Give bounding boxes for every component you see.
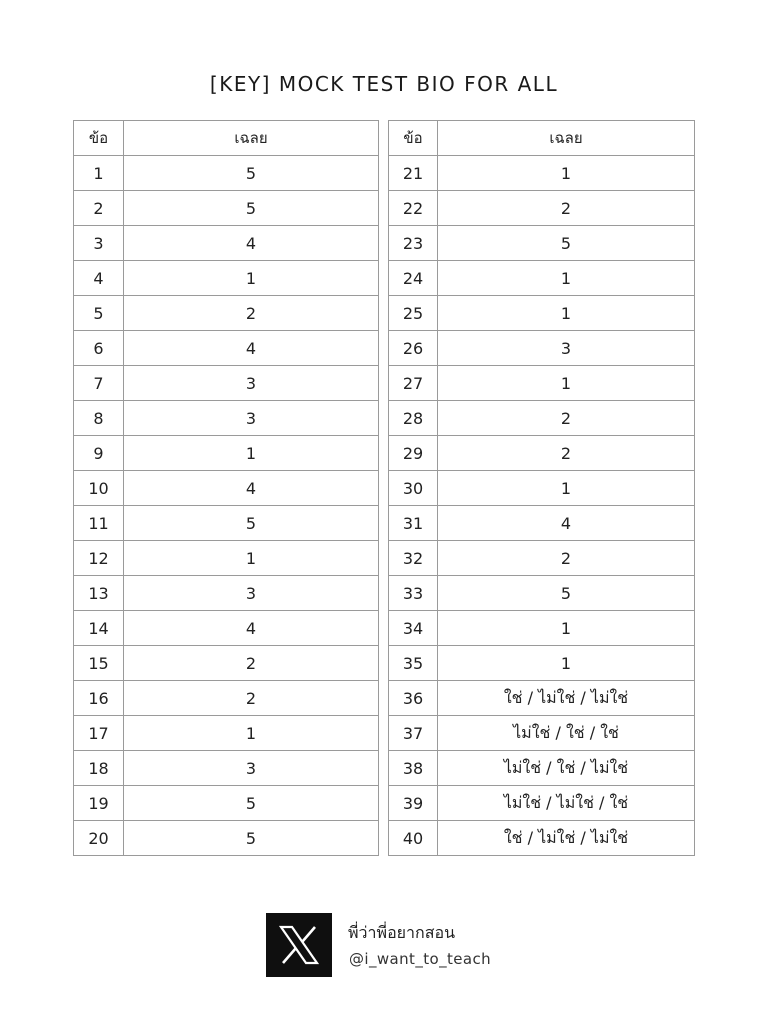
question-number-cell: 17 <box>74 716 124 751</box>
question-number-cell: 5 <box>74 296 124 331</box>
table-header-row <box>389 121 695 156</box>
table-row <box>389 401 695 436</box>
answer-cell: 5 <box>124 821 379 856</box>
question-number-cell: 22 <box>389 191 438 226</box>
table-row <box>389 156 695 191</box>
table-row <box>74 226 379 261</box>
question-number-cell: 14 <box>74 611 124 646</box>
table-row <box>389 646 695 681</box>
answer-cell: 5 <box>124 191 379 226</box>
table-row <box>389 506 695 541</box>
answer-cell: 5 <box>124 156 379 191</box>
answer-cell: 1 <box>438 471 695 506</box>
table-row <box>389 331 695 366</box>
question-number-cell: 29 <box>389 436 438 471</box>
answer-cell: ใช่ / ไม่ใช่ / ไม่ใช่ <box>438 681 695 716</box>
answer-cell: 4 <box>124 331 379 366</box>
answer-cell: 3 <box>124 576 379 611</box>
answer-cell: 4 <box>124 471 379 506</box>
question-number-cell: 7 <box>74 366 124 401</box>
question-number-cell: 33 <box>389 576 438 611</box>
question-number-cell: 9 <box>74 436 124 471</box>
table-row <box>74 506 379 541</box>
header-question-number: ข้อ <box>389 121 438 156</box>
answer-cell: 5 <box>124 786 379 821</box>
answer-cell: ใช่ / ไม่ใช่ / ไม่ใช่ <box>438 821 695 856</box>
question-number-cell: 15 <box>74 646 124 681</box>
question-number-cell: 25 <box>389 296 438 331</box>
question-number-cell: 12 <box>74 541 124 576</box>
answer-cell: 1 <box>438 646 695 681</box>
table-row <box>389 436 695 471</box>
question-number-cell: 16 <box>74 681 124 716</box>
table-row <box>74 471 379 506</box>
table-row <box>389 541 695 576</box>
answer-cell: ไม่ใช่ / ใช่ / ไม่ใช่ <box>438 751 695 786</box>
table-row <box>389 366 695 401</box>
question-number-cell: 37 <box>389 716 438 751</box>
answer-cell: 1 <box>124 716 379 751</box>
table-row <box>74 821 379 856</box>
question-number-cell: 18 <box>74 751 124 786</box>
answer-key-table-right <box>388 120 695 856</box>
table-row <box>389 786 695 821</box>
question-number-cell: 1 <box>74 156 124 191</box>
table-row <box>74 366 379 401</box>
table-row <box>389 296 695 331</box>
question-number-cell: 6 <box>74 331 124 366</box>
account-name: พี่ว่าพี่อยากสอน <box>348 923 456 942</box>
answer-cell: 4 <box>438 506 695 541</box>
answer-cell: 2 <box>438 436 695 471</box>
question-number-cell: 24 <box>389 261 438 296</box>
account-handle: @i_want_to_teach <box>349 950 492 968</box>
answer-cell: 2 <box>124 296 379 331</box>
answer-cell: 1 <box>438 261 695 296</box>
answer-cell: 5 <box>124 506 379 541</box>
table-row <box>389 751 695 786</box>
table-row <box>389 471 695 506</box>
answer-cell: 1 <box>124 436 379 471</box>
header-question-number: ข้อ <box>74 121 124 156</box>
question-number-cell: 13 <box>74 576 124 611</box>
answer-cell: 3 <box>124 366 379 401</box>
question-number-cell: 20 <box>74 821 124 856</box>
table-row <box>389 226 695 261</box>
answer-cell: 1 <box>438 296 695 331</box>
question-number-cell: 2 <box>74 191 124 226</box>
question-number-cell: 35 <box>389 646 438 681</box>
table-row <box>74 716 379 751</box>
question-number-cell: 19 <box>74 786 124 821</box>
question-number-cell: 31 <box>389 506 438 541</box>
answer-cell: 2 <box>438 541 695 576</box>
question-number-cell: 11 <box>74 506 124 541</box>
answer-cell: 1 <box>438 156 695 191</box>
question-number-cell: 28 <box>389 401 438 436</box>
answer-cell: 3 <box>124 401 379 436</box>
header-answer: เฉลย <box>124 121 379 156</box>
table-row <box>389 716 695 751</box>
table-row <box>74 331 379 366</box>
table-row <box>389 821 695 856</box>
question-number-cell: 4 <box>74 261 124 296</box>
question-number-cell: 34 <box>389 611 438 646</box>
answer-cell: 2 <box>124 681 379 716</box>
table-row <box>74 436 379 471</box>
table-row <box>74 261 379 296</box>
header-answer: เฉลย <box>438 121 695 156</box>
table-header-row <box>74 121 379 156</box>
answer-key-table-left <box>73 120 379 856</box>
answer-cell: 1 <box>124 541 379 576</box>
answer-cell: 1 <box>438 611 695 646</box>
x-logo-icon <box>266 913 332 977</box>
table-row <box>389 681 695 716</box>
answer-cell: 2 <box>438 191 695 226</box>
table-row <box>389 576 695 611</box>
answer-cell: 2 <box>124 646 379 681</box>
table-row <box>74 191 379 226</box>
answer-cell: 2 <box>438 401 695 436</box>
question-number-cell: 8 <box>74 401 124 436</box>
question-number-cell: 40 <box>389 821 438 856</box>
table-row <box>74 576 379 611</box>
table-row <box>74 681 379 716</box>
table-row <box>74 156 379 191</box>
question-number-cell: 38 <box>389 751 438 786</box>
answer-cell: 4 <box>124 611 379 646</box>
table-row <box>74 401 379 436</box>
table-row <box>389 191 695 226</box>
question-number-cell: 32 <box>389 541 438 576</box>
question-number-cell: 36 <box>389 681 438 716</box>
table-row <box>389 261 695 296</box>
answer-cell: ไม่ใช่ / ใช่ / ใช่ <box>438 716 695 751</box>
answer-cell: 1 <box>438 366 695 401</box>
question-number-cell: 27 <box>389 366 438 401</box>
table-row <box>74 786 379 821</box>
question-number-cell: 21 <box>389 156 438 191</box>
table-row <box>74 646 379 681</box>
answer-cell: 5 <box>438 576 695 611</box>
table-row <box>74 296 379 331</box>
answer-cell: 5 <box>438 226 695 261</box>
table-row <box>389 611 695 646</box>
question-number-cell: 39 <box>389 786 438 821</box>
page-title: [KEY] MOCK TEST BIO FOR ALL <box>209 72 559 96</box>
answer-cell: 4 <box>124 226 379 261</box>
question-number-cell: 10 <box>74 471 124 506</box>
question-number-cell: 30 <box>389 471 438 506</box>
answer-cell: 3 <box>438 331 695 366</box>
answer-cell: 1 <box>124 261 379 296</box>
question-number-cell: 26 <box>389 331 438 366</box>
question-number-cell: 3 <box>74 226 124 261</box>
answer-cell: 3 <box>124 751 379 786</box>
table-row <box>74 751 379 786</box>
answer-cell: ไม่ใช่ / ไม่ใช่ / ใช่ <box>438 786 695 821</box>
table-row <box>74 541 379 576</box>
question-number-cell: 23 <box>389 226 438 261</box>
table-row <box>74 611 379 646</box>
